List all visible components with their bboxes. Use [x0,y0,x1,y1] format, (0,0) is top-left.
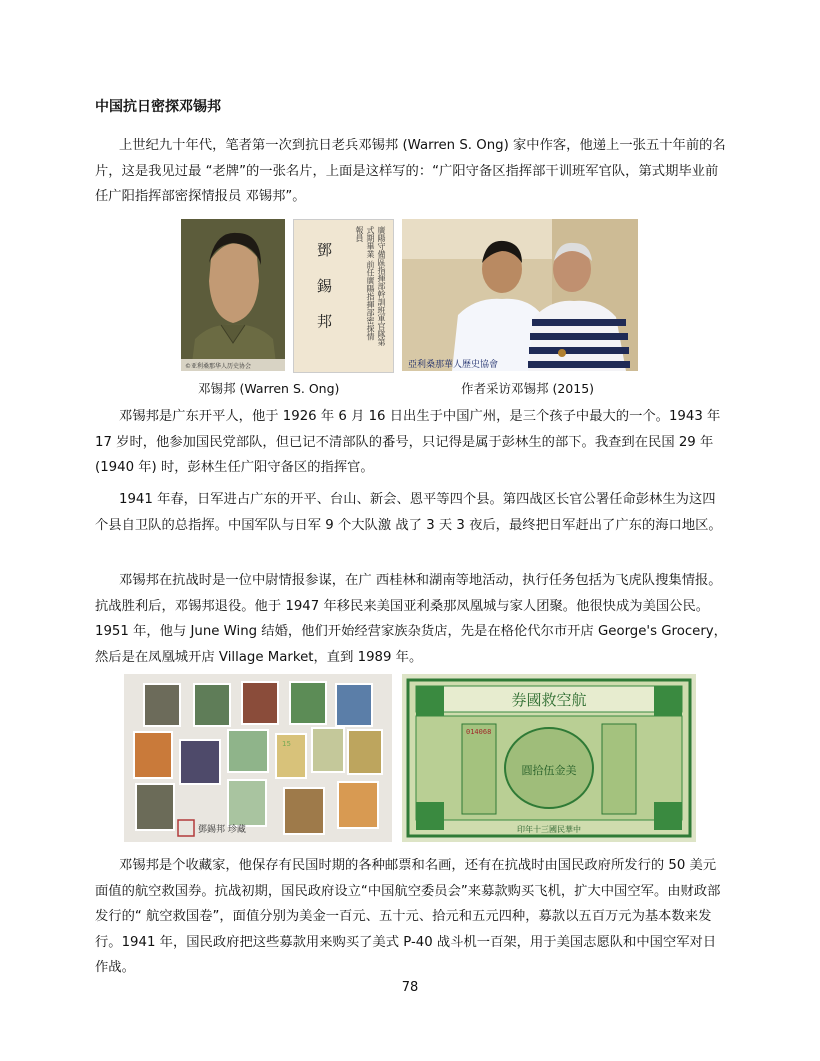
portrait-watermark: ©亚利桑那华人历史协会 [185,363,252,370]
paragraph-1 [95,133,727,210]
paragraph-3-text: 1941 年春，日军进占广东的开平、台山、新会、恩平等四个县。第四战区长官公署任命彭林生为这四个县自卫队的总指挥。中国军队与日军 9 个大队激 战了 3 天 3 夜后，最终把日军赶出了广东的海口地区。 [95,492,722,533]
visit-watermark: 亞利桑那華人歷史協會 [408,360,499,370]
bond-serial: 014068 [466,728,492,736]
card-name: 鄧 錫 邦 [315,242,333,337]
bond-amount: 圓拾伍金美 [521,764,577,777]
paragraph-5 [95,853,727,981]
stamp-value: 15 [282,740,291,748]
portrait-caption: 邓锡邦 (Warren S. Ong) [198,381,340,396]
bond-bottom-text: 印年十三國民華中 [517,825,581,834]
card-line-1: 廣陽守備區指揮部幹訓班軍官隊第式期畢業 [366,226,386,346]
paragraph-1-text: 上世纪九十年代，笔者第一次到抗日老兵邓锡邦 (Warren S. Ong) 家中作客，他递上一张五十年前的名片，这是我见过最 “老牌”的一张名片，上面是这样写的：“广阳守备区指挥部干训班军官队，第式期毕业前任广阳指挥部密探情报员 邓锡邦”。 [95,138,726,204]
article-title: 中国抗日密探邓锡邦 [95,99,221,115]
war-bond-photo [402,674,696,842]
portrait-photo [181,219,285,371]
author-visit-photo [402,219,638,371]
paragraph-4-text: 邓锡邦在抗战时是一位中尉情报参谋，在广 西桂林和湖南等地活动，执行任务包括为飞虎队搜集情报。抗战胜利后，邓锡邦退役。他于 1947 年移民来美国亚利桑那凤凰城与家人团聚。他很快成为美国公民。 1951 年，他与 June Wing 结婚，他们开始经营家族杂货店，先是在格伦代尔市开店 George's Grocery，然后是在凤凰城开店 Village Market，直到 1989 年。 [95,573,727,665]
paragraph-5-text: 邓锡邦是个收藏家，他保存有民国时期的各种邮票和名画，还有在抗战时由国民政府所发行的 50 美元面值的航空救国券。抗战初期，国民政府设立“中国航空委员会”来募款购买飞机，扩大中国空军。由财政部发行的“ 航空救国卷”，面值分别为美金一百元、五十元、拾元和五元四种，募款以五百万元为基本数来发行。1941 年，国民政府把这些募款用来购买了美式 P-40 战斗机一百架，用于美国志愿队和中国空军对日作战。 [95,858,721,975]
stamps-signature: 鄧錫邦 珍藏 [198,825,246,835]
bond-title: 券國救空航 [511,691,587,709]
card-text [354,226,387,346]
paragraph-4 [95,568,727,670]
card-line-2: 前任廣陽指揮部密探情報員 [355,226,375,341]
page-number: 78 [401,980,419,995]
stamps-photo [124,674,392,842]
visit-caption: 作者采访邓锡邦 (2015) [461,381,595,396]
paragraph-3 [95,487,727,538]
business-card [293,219,394,373]
paragraph-2 [95,404,727,481]
paragraph-2-text: 邓锡邦是广东开平人，他于 1926 年 6 月 16 日出生于中国广州，是三个孩子中最大的一个。1943 年 17 岁时，他参加国民党部队，但已记不清部队的番号，只记得是属于彭林生的部下。我查到在民国 29 年 (1940 年) 时，彭林生任广阳守备区的指挥官。 [95,409,721,475]
